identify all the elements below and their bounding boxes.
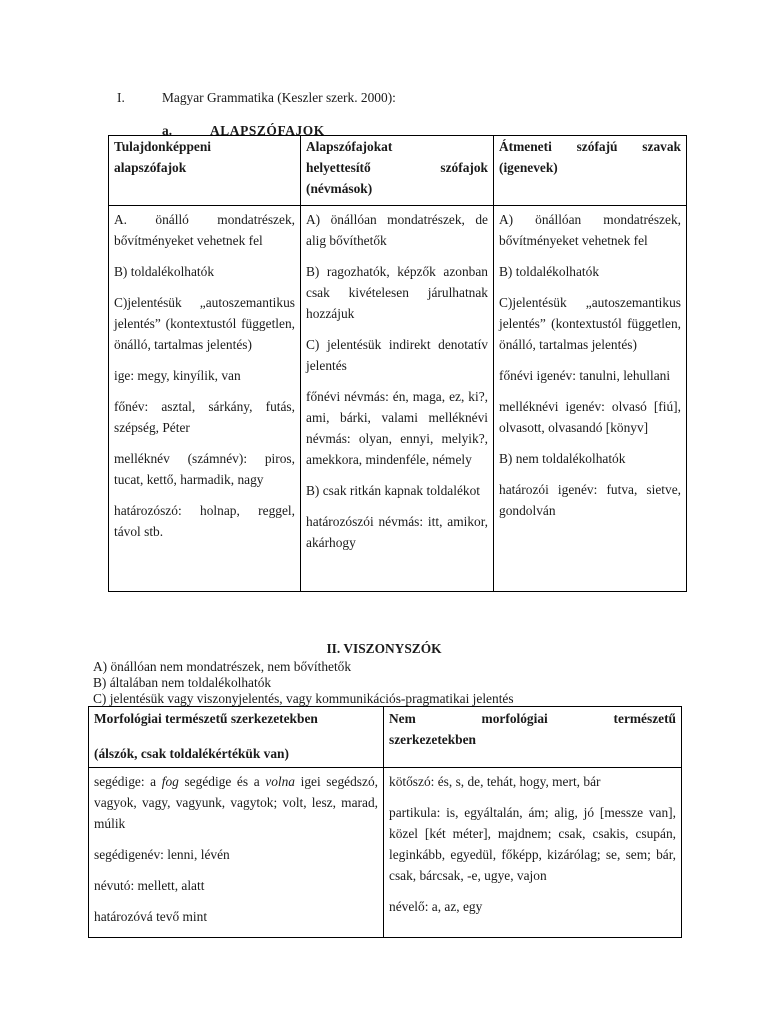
list-item: A. önálló mondatrészek, bővítményeket vehetnek fel <box>114 212 295 248</box>
section-line: C) jelentésük vagy viszonyjelentés, vagy kommunikációs-pragmatikai jelentés <box>93 691 514 706</box>
column-nevmasok <box>301 206 494 592</box>
header-line: szerkezetekben <box>389 732 477 747</box>
column-nem-morfologiai <box>384 768 682 938</box>
subheading-title: ALAPSZÓFAJOK <box>210 123 325 138</box>
list-item: határozóvá tevő mint <box>94 909 208 924</box>
viszonyszok-table <box>88 706 682 938</box>
text-run: volna <box>265 774 295 789</box>
list-item: melléknév (számnév): piros, tucat, kettő, harmadik, nagy <box>114 451 295 487</box>
header-line: Morfológiai természetű szerkezetekben <box>94 711 318 726</box>
header-line: Átmeneti szófajú szavak <box>499 139 681 154</box>
text-run: segédige: a <box>94 774 162 789</box>
header-cell-nevmasok <box>301 136 494 206</box>
list-item: segédigenév: lenni, lévén <box>94 847 230 862</box>
list-item: B) nem toldalékolhatók <box>499 451 626 466</box>
header-line: (álszók, csak toldalékértékük van) <box>94 746 289 761</box>
list-item: határozói igenév: futva, sietve, gondolván <box>499 482 681 518</box>
list-item: C) jelentésük indirekt denotatív jelentés <box>306 337 488 373</box>
list-item: B) toldalékolhatók <box>499 264 600 279</box>
list-item: A) önállóan mondatrészek, bővítményeket vehetnek fel <box>499 212 681 248</box>
section-line: A) önállóan nem mondatrészek, nem bővíthetők <box>93 659 352 674</box>
section-line: B) általában nem toldalékolhatók <box>93 675 272 690</box>
list-item: C)jelentésük „autoszemantikus jelentés” (kontextustól független, önálló, tartalmas jelentés) <box>114 295 295 352</box>
list-item: főnévi igenév: tanulni, lehullani <box>499 368 671 383</box>
subheading-number: a. <box>162 123 173 138</box>
header-line: Alapszófajokat <box>306 139 393 154</box>
text-run: segédige és a <box>178 774 266 789</box>
list-item: A) önállóan mondatrészek, de alig bővíthetők <box>306 212 488 248</box>
list-item: főnév: asztal, sárkány, futás, szépség, Péter <box>114 399 295 435</box>
list-item: B) toldalékolhatók <box>114 264 215 279</box>
column-morfologiai <box>89 768 384 938</box>
list-item: névutó: mellett, alatt <box>94 878 205 893</box>
header-line: alapszófajok <box>114 160 187 175</box>
column-tulajdonkeppeni <box>109 206 301 592</box>
list-item: B) ragozhatók, képzők azonban csak kivételesen járulhatnak hozzájuk <box>306 264 488 321</box>
table-body-row <box>109 206 687 592</box>
header-cell-igenevek <box>494 136 687 206</box>
header-line: helyettesítő szófajok <box>306 160 488 175</box>
list-item: kötőszó: és, s, de, tehát, hogy, mert, bár <box>389 774 601 789</box>
header-cell-nem-morfologiai <box>384 707 682 768</box>
list-item: ige: megy, kinyílik, van <box>114 368 241 383</box>
header-cell-tulajdonkeppeni <box>109 136 301 206</box>
column-igenevek <box>494 206 687 592</box>
list-item: B) csak ritkán kapnak toldalékot <box>306 483 481 498</box>
list-item <box>94 771 378 834</box>
list-item: főnévi névmás: én, maga, ez, ki?, ami, bárki, valami melléknévi névmás: olyan, ennyi, melyik?, amekkora, mindenféle, némely <box>306 389 488 467</box>
header-line: Nem morfológiai természetű <box>389 711 676 726</box>
list-item: névelő: a, az, egy <box>389 899 483 914</box>
header-line: (igenevek) <box>499 160 558 175</box>
table-header-row <box>89 707 682 768</box>
list-item: melléknévi igenév: olvasó [fiú], olvasott, olvasandó [könyv] <box>499 399 681 435</box>
list-item: C)jelentésük „autoszemantikus jelentés” (kontextustól független, önálló, tartalmas jelentés) <box>499 295 681 352</box>
heading-number: I. <box>117 90 125 105</box>
text-run: igei segédszó, vagyok, vagy, vagyunk, vagytok; volt, lesz, marad, múlik <box>94 774 378 831</box>
header-cell-morfologiai <box>89 707 384 768</box>
header-line: Tulajdonképpeni <box>114 139 212 154</box>
list-item: határozószói névmás: itt, amikor, akárhogy <box>306 514 488 550</box>
table-body-row <box>89 768 682 938</box>
section-title: II. VISZONYSZÓK <box>326 641 442 656</box>
text-run: fog <box>161 774 179 789</box>
header-line: (névmások) <box>306 181 373 196</box>
heading-text: Magyar Grammatika (Keszler szerk. 2000): <box>162 90 396 105</box>
list-item: partikula: is, egyáltalán, ám; alig, jó [messze van], közel [két méter], majdnem; csak, csakis, csupán, leginkább, egyedül, főképp, kizárólag; se, sem; bár, csak, bárcsak, -e, ugye, vajon <box>389 805 676 883</box>
table-header-row <box>109 136 687 206</box>
list-item: határozószó: holnap, reggel, távol stb. <box>114 503 295 539</box>
alapszofajok-table <box>108 135 687 592</box>
